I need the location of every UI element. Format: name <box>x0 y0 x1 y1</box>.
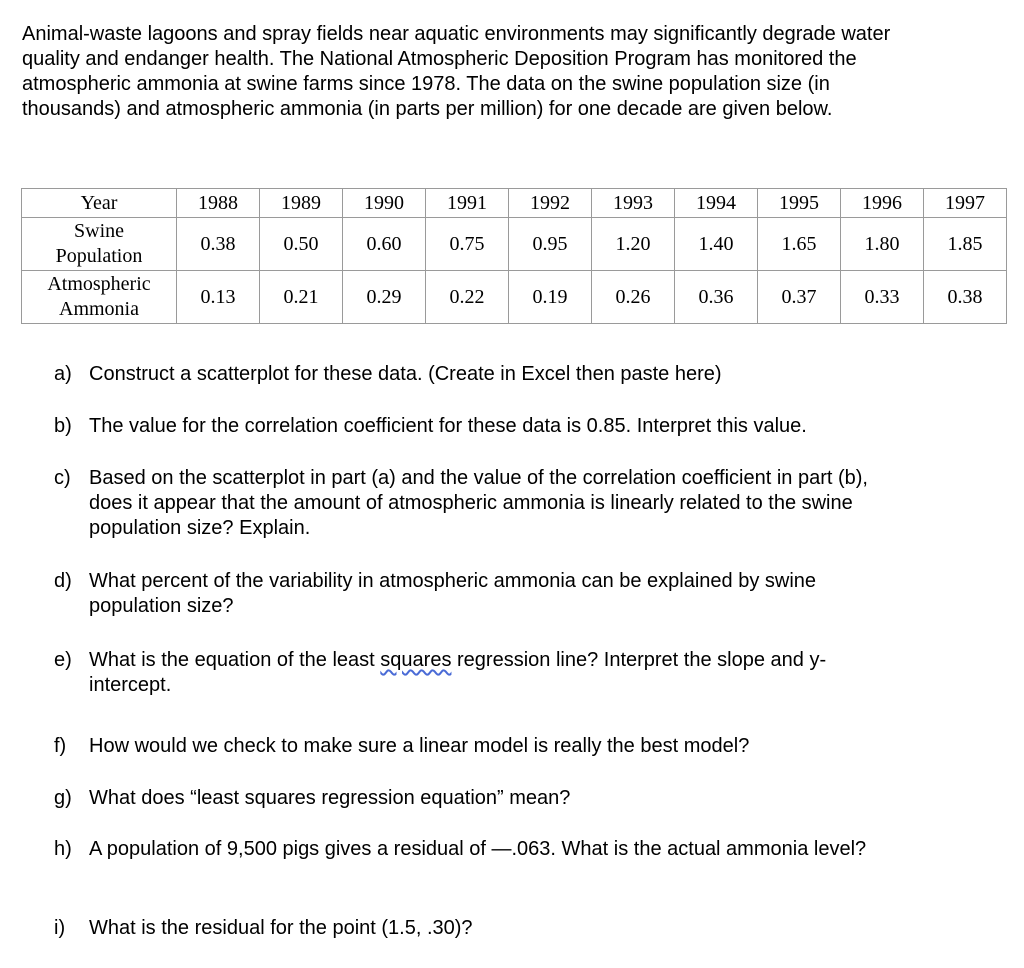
year-cell: 1992 <box>509 189 592 218</box>
question-e <box>54 648 904 698</box>
question-d <box>54 569 904 619</box>
swine-cell: 1.85 <box>924 218 1007 271</box>
question-text <box>89 648 904 698</box>
ammonia-cell: 0.13 <box>177 271 260 324</box>
question-i <box>54 916 904 941</box>
question-letter: g) <box>54 787 72 809</box>
ammonia-cell: 0.19 <box>509 271 592 324</box>
question-text: What is the residual for the point (1.5, .30)? <box>89 917 473 939</box>
ammonia-cell: 0.36 <box>675 271 758 324</box>
year-cell: 1995 <box>758 189 841 218</box>
question-b <box>54 414 904 439</box>
question-text: How would we check to make sure a linear model is really the best model? <box>89 735 750 757</box>
swine-cell: 0.60 <box>343 218 426 271</box>
year-cell: 1990 <box>343 189 426 218</box>
question-c <box>54 466 904 541</box>
question-h <box>54 837 904 862</box>
ammonia-cell: 0.38 <box>924 271 1007 324</box>
swine-cell: 0.75 <box>426 218 509 271</box>
question-text-part: regression line? Interpret the slope and y-intercept. <box>89 649 827 696</box>
question-letter: d) <box>54 570 72 592</box>
question-g <box>54 786 904 811</box>
question-letter: e) <box>54 649 72 671</box>
question-letter: b) <box>54 415 72 437</box>
year-cell: 1988 <box>177 189 260 218</box>
ammonia-label-line2: Ammonia <box>59 298 139 320</box>
year-cell: 1991 <box>426 189 509 218</box>
swine-cell: 0.50 <box>260 218 343 271</box>
swine-cell: 0.38 <box>177 218 260 271</box>
question-text-part: What is the equation of the least <box>89 649 381 671</box>
spellcheck-word: squares <box>380 649 452 671</box>
swine-cell: 1.40 <box>675 218 758 271</box>
question-text: Construct a scatterplot for these data. (Create in Excel then paste here) <box>89 363 722 385</box>
year-cell: 1994 <box>675 189 758 218</box>
question-letter: f) <box>54 735 67 757</box>
question-text: A population of 9,500 pigs gives a residual of —.063. What is the actual ammonia level? <box>89 838 867 860</box>
question-letter: a) <box>54 363 72 385</box>
question-f <box>54 734 904 759</box>
swine-cell: 1.20 <box>592 218 675 271</box>
question-text: The value for the correlation coefficient for these data is 0.85. Interpret this value. <box>89 415 807 437</box>
swine-cell: 1.65 <box>758 218 841 271</box>
question-text: Based on the scatterplot in part (a) and the value of the correlation coefficient in part (b), does it appear that the amount of atmospheric ammonia is linearly related to the swine population size? Explain. <box>89 467 868 539</box>
year-cell: 1996 <box>841 189 924 218</box>
ammonia-cell: 0.29 <box>343 271 426 324</box>
ammonia-label-line1: Atmospheric <box>47 273 151 295</box>
year-cell: 1993 <box>592 189 675 218</box>
swine-label-line2: Population <box>55 245 143 267</box>
swine-cell: 0.95 <box>509 218 592 271</box>
question-letter: c) <box>54 467 71 489</box>
ammonia-cell: 0.37 <box>758 271 841 324</box>
question-a <box>54 362 904 387</box>
question-letter: h) <box>54 838 72 860</box>
swine-cell: 1.80 <box>841 218 924 271</box>
question-text: What does “least squares regression equation” mean? <box>89 787 571 809</box>
ammonia-cell: 0.22 <box>426 271 509 324</box>
ammonia-cell: 0.21 <box>260 271 343 324</box>
year-label: Year <box>22 189 177 218</box>
year-cell: 1989 <box>260 189 343 218</box>
question-letter: i) <box>54 917 66 939</box>
question-text: What percent of the variability in atmospheric ammonia can be explained by swine population size? <box>89 570 817 617</box>
ammonia-cell: 0.33 <box>841 271 924 324</box>
year-cell: 1997 <box>924 189 1007 218</box>
swine-label-line1: Swine <box>74 220 124 242</box>
ammonia-cell: 0.26 <box>592 271 675 324</box>
intro-paragraph: Animal-waste lagoons and spray fields near aquatic environments may significantly degrade water quality and endanger health. The National Atmospheric Deposition Program has monitored the atmospheric ammonia at swine farms since 1978. The data on the swine population size (in thousands) and atmospheric ammonia (in parts per million) for one decade are given below. <box>22 23 891 120</box>
